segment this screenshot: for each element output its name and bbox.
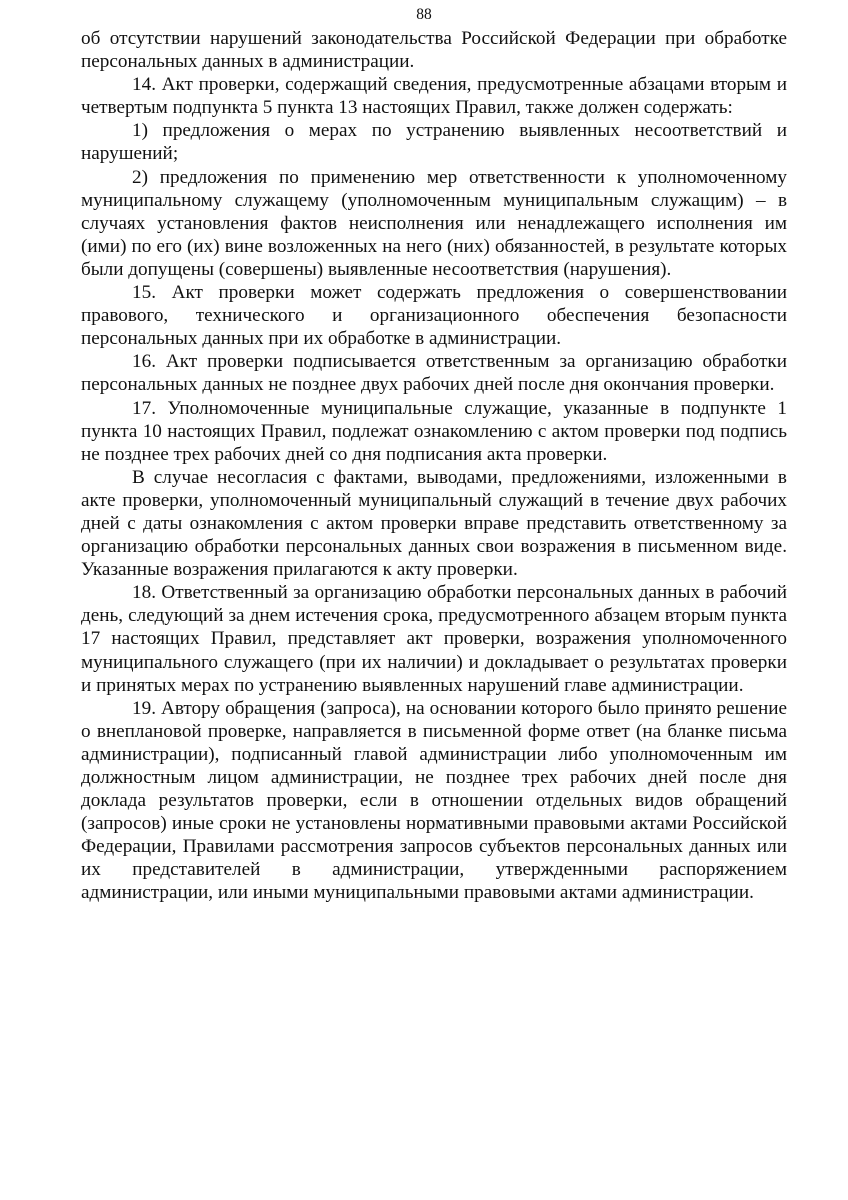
paragraph-item-15: 15. Акт проверки может содержать предложения о совершенствовании правового, технического и организационного обеспечения безопасности персональных данных при их обработке в администрации. <box>81 282 787 350</box>
paragraph-subitem-2: 2) предложения по применению мер ответственности к уполномоченному муниципальному служащему (уполномоченным муниципальным служащим) – в случаях установления фактов неисполнения или ненадлежащего исполнения им (ими) по его (их) вине возложенных на него (них) обязанностей, в результате которых были допущены (совершены) выявленные несоответствия (нарушения). <box>81 166 787 280</box>
page-number: 88 <box>416 6 432 23</box>
paragraph-item-17: 17. Уполномоченные муниципальные служащие, указанные в подпункте 1 пункта 10 настоящих Правил, подлежат ознакомлению с актом проверки под подпись не позднее трех рабочих дней со дня подписания акта проверки. <box>81 397 787 465</box>
paragraph-item-19: 19. Автору обращения (запроса), на основании которого было принято решение о внеплановой проверке, направляется в письменной форме ответ (на бланке письма администрации), подписанный главой администрации либо уполномоченным им должностным лицом администрации, не позднее трех рабочих дней после дня доклада результатов проверки, если в отношении отдельных видов обращений (запросов) иные сроки не установлены нормативными правовыми актами Российской Федерации, Правилами рассмотрения запросов субъектов персональных данных или их представителей в администрации, утвержденными распоряжением администрации, или иными муниципальными правовыми актами администрации. <box>81 697 787 904</box>
paragraph-item-18: 18. Ответственный за организацию обработки персональных данных в рабочий день, следующий за днем истечения срока, предусмотренного абзацем вторым пункта 17 настоящих Правил, представляет акт проверки, возражения уполномоченного муниципального служащего (при их наличии) и докладывает о результатах проверки и принятых мерах по устранению выявленных нарушений главе администрации. <box>81 582 787 696</box>
paragraph-item-14: 14. Акт проверки, содержащий сведения, предусмотренные абзацами вторым и четвертым подпункта 5 пункта 13 настоящих Правил, также должен содержать: <box>81 74 787 119</box>
paragraph-item-17-objections: В случае несогласия с фактами, выводами, предложениями, изложенными в акте проверки, уполномоченный муниципальный служащий в течение двух рабочих дней с даты ознакомления с актом проверки вправе представить ответственному за организацию обработки персональных данных свои возражения в письменном виде. Указанные возражения прилагаются к акту проверки. <box>81 466 787 581</box>
paragraph-subitem-1: 1) предложения о мерах по устранению выявленных несоответствий и нарушений; <box>81 120 787 165</box>
document-body <box>81 27 787 905</box>
paragraph-continuation: об отсутствии нарушений законодательства Российской Федерации при обработке персональных данных в администрации. <box>81 28 787 73</box>
paragraph-item-16: 16. Акт проверки подписывается ответственным за организацию обработки персональных данных не позднее двух рабочих дней после дня окончания проверки. <box>81 351 787 396</box>
